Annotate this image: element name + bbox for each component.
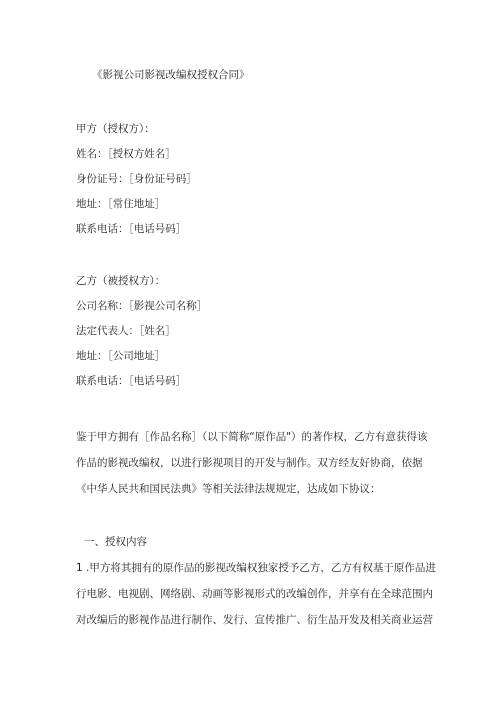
party-b-representative: 法定代表人：［姓名］ — [76, 325, 176, 337]
clause-line: 对改编后的影视作品进行制作、发行、宣传推广、衍生品开发及相关商业运营 — [76, 614, 433, 626]
clause-line: 行电影、电视剧、网络剧、动画等影视形式的改编创作，并享有在全球范围内 — [76, 588, 433, 600]
preamble-line: 鉴于甲方拥有［作品名称］（以下简称“原作品"）的著作权，乙方有意获得该 — [76, 431, 428, 443]
party-a-id-number: 身份证号：［身份证号码］ — [76, 173, 197, 185]
party-b-company: 公司名称：［影视公司名称］ — [76, 300, 208, 312]
preamble-line: 《中华人民共和国民法典》等相关法律法规规定，达成如下协议： — [76, 483, 381, 495]
section-heading: 一、授权内容 — [84, 536, 147, 548]
party-b-address: 地址：［公司地址］ — [76, 350, 166, 362]
party-a-phone: 联系电话：［电话号码］ — [76, 223, 187, 235]
party-b-phone: 联系电话：［电话号码］ — [76, 375, 187, 387]
party-b-heading: 乙方（被授权方）： — [76, 275, 166, 287]
party-a-address: 地址：［常住地址］ — [76, 198, 166, 210]
clause-line: 1 .甲方将其拥有的原作品的影视改编权独家授予乙方，乙方有权基于原作品进 — [76, 562, 436, 574]
document-title: 《影视公司影视改编权授权合同》 — [92, 69, 250, 81]
party-a-heading: 甲方（授权方）： — [76, 123, 155, 135]
party-a-name: 姓名：［授权方姓名］ — [76, 148, 176, 160]
preamble-line: 作品的影视改编权，以进行影视项目的开发与制作。双方经友好协商，依据 — [76, 457, 423, 469]
